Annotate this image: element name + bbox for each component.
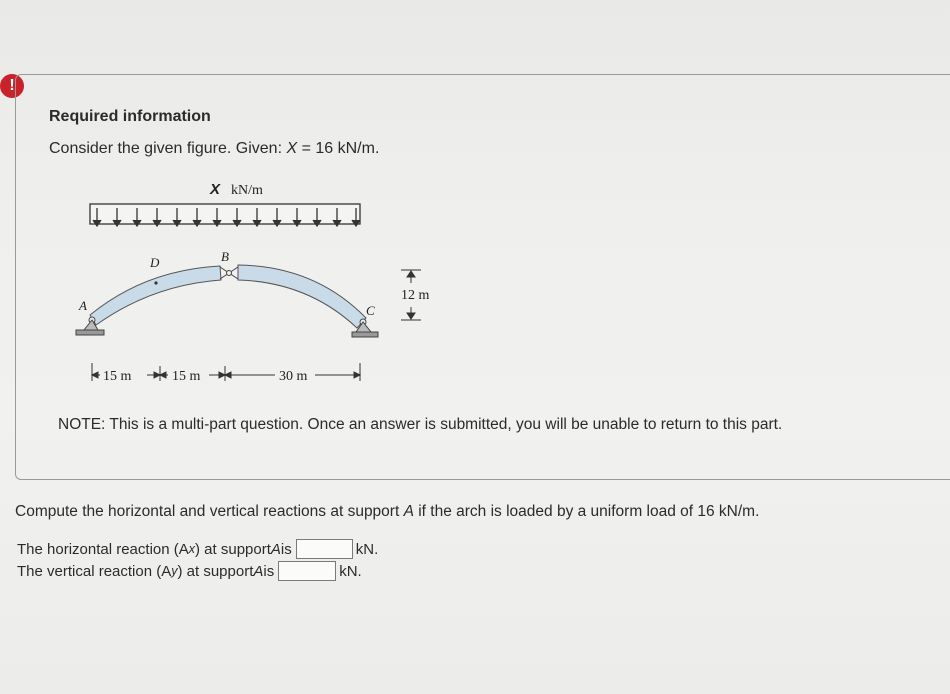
hinge-b xyxy=(220,267,238,279)
span-dimensions xyxy=(92,363,360,381)
label-a: A xyxy=(79,298,87,313)
horizontal-reaction-line: The horizontal reaction (A x ) at support A is kN. xyxy=(17,540,379,558)
question-text: Compute the horizontal and vertical reactions at support A if the arch is loaded by a uniform load of 16 kN/m. xyxy=(15,503,760,520)
vertical-reaction-input[interactable] xyxy=(278,561,336,581)
section-title: Required information xyxy=(49,108,211,125)
note-text: NOTE: This is a multi-part question. Once an answer is submitted, you will be unable to return to this part. xyxy=(58,416,783,433)
span-3-label: 30 m xyxy=(279,369,308,384)
arch-figure xyxy=(60,170,460,395)
label-c: C xyxy=(366,303,375,318)
distributed-load xyxy=(90,204,360,226)
label-d: D xyxy=(150,255,160,270)
span-2-label: 15 m xyxy=(172,369,201,384)
load-unit-label: kN/m xyxy=(231,183,263,198)
height-label: 12 m xyxy=(401,288,430,303)
span-1-label: 15 m xyxy=(103,369,132,384)
load-var-label: X xyxy=(210,181,221,198)
vertical-reaction-line: The vertical reaction (A y ) at support A is kN. xyxy=(17,562,362,580)
alert-icon: ! xyxy=(0,74,24,98)
point-d-marker xyxy=(154,281,157,284)
label-b: B xyxy=(221,249,229,264)
given-text: Consider the given figure. Given: X = 16 kN/m. xyxy=(49,140,380,157)
horizontal-reaction-input[interactable] xyxy=(296,539,353,559)
